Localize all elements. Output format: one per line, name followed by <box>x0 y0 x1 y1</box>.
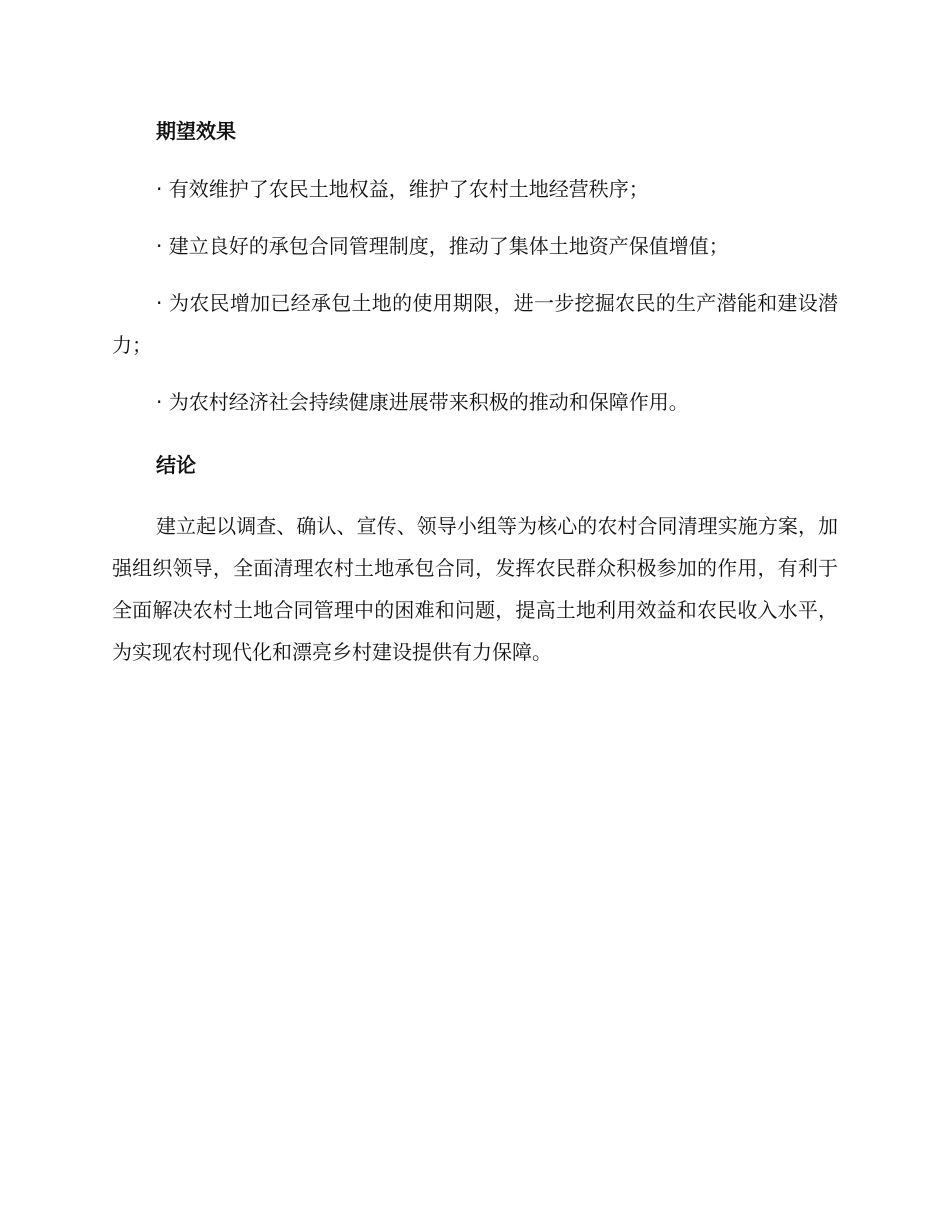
list-item: · 为农村经济社会持续健康进展带来积极的推动和保障作用。 <box>156 390 689 414</box>
section-heading-conclusion: 结论 <box>156 453 196 477</box>
list-item: · 建立良好的承包合同管理制度，推动了集体土地资产保值增值； <box>156 234 729 258</box>
section-heading-expected-effects: 期望效果 <box>156 119 236 143</box>
document-page <box>112 108 838 673</box>
list-item: · 为农民增加已经承包土地的使用期限，进一步挖掘农民的生产潜能和建设潜力； <box>112 291 838 357</box>
expected-effects-list <box>112 168 838 423</box>
conclusion-paragraph: 建立起以调查、确认、宣传、领导小组等为核心的农村合同清理实施方案，加强组织领导，全面清理农村土地承包合同，发挥农民群众积极参加的作用，有利于全面解决农村土地合同管理中的困难和问题，提高土地利用效益和农民收入水平，为实现农村现代化和漂亮乡村建设提供有力保障。 <box>112 514 838 664</box>
list-item: · 有效维护了农民土地权益，维护了农村土地经营秩序； <box>156 177 649 201</box>
